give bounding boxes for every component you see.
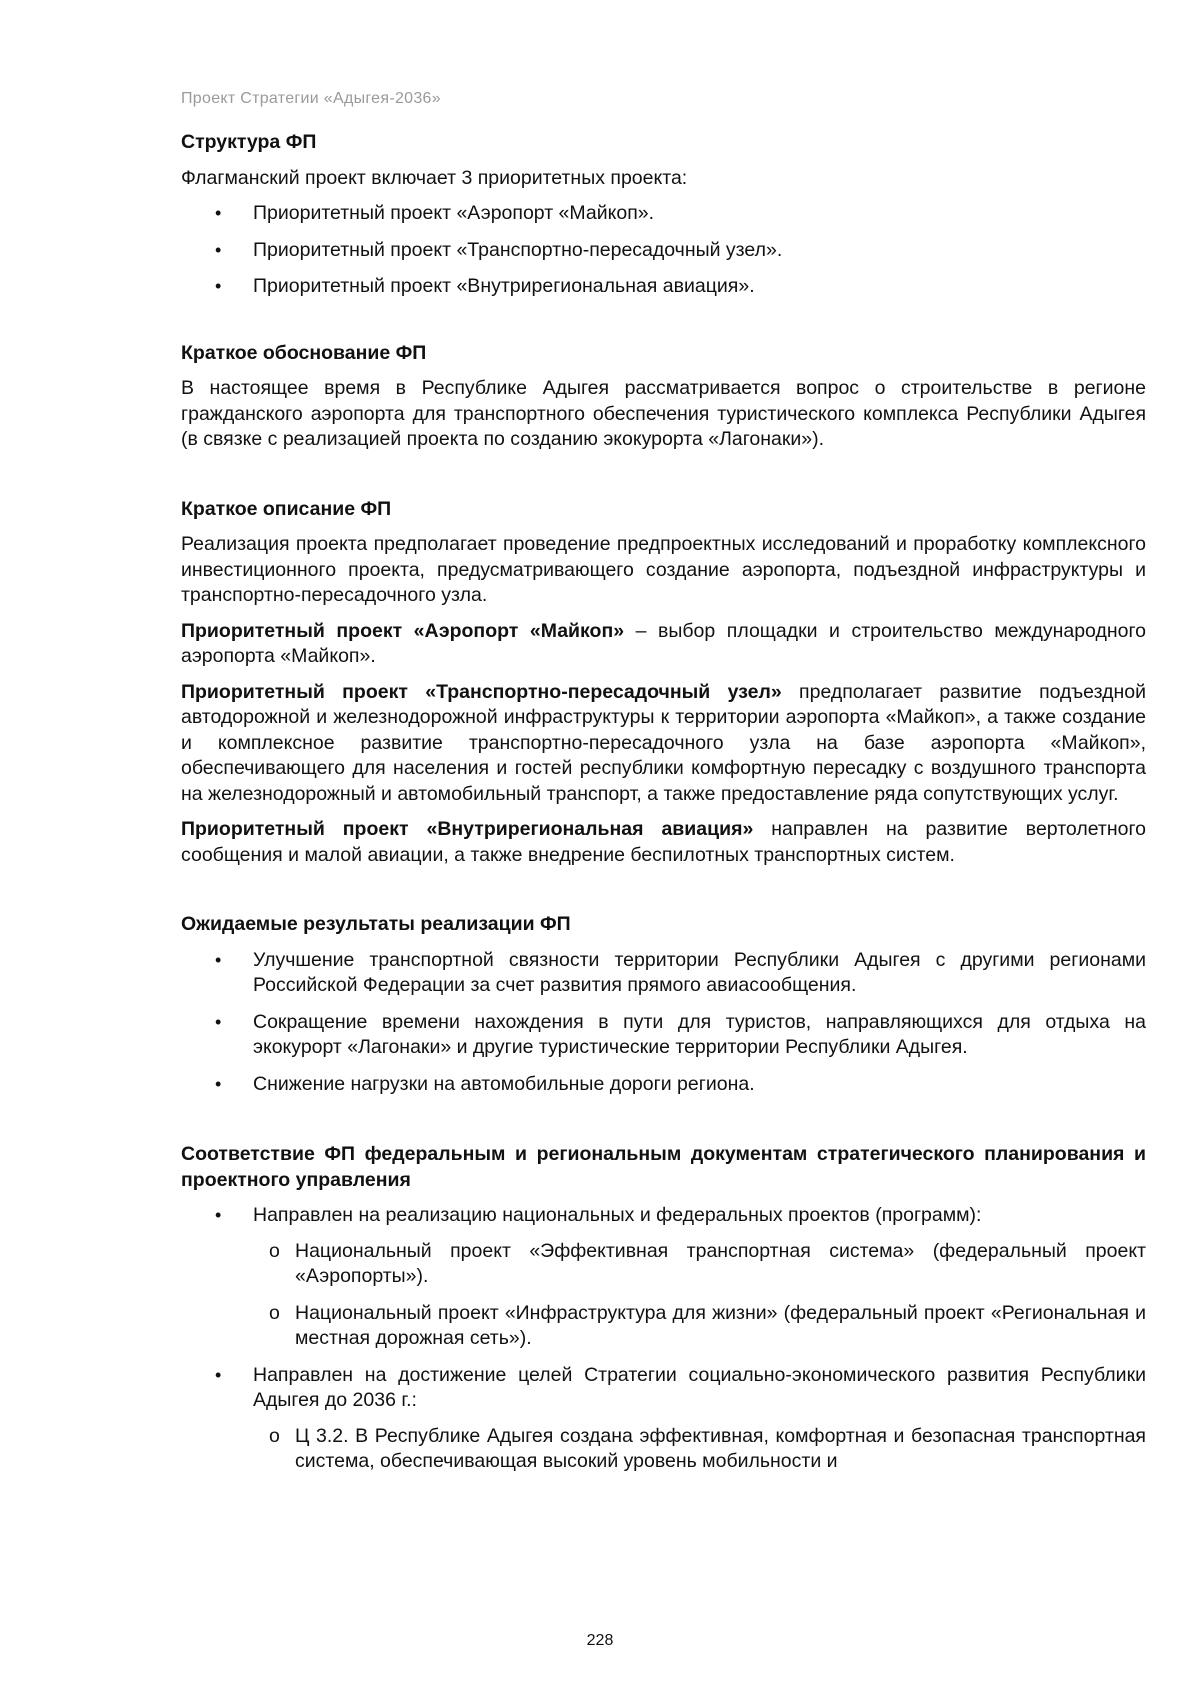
list-item: • Приоритетный проект «Аэропорт «Майкоп».	[181, 201, 1146, 227]
justification-heading: Краткое обоснование ФП	[181, 341, 427, 364]
project-text: предполагает развитие подъездной автодорожной и железнодорожной инфраструктуры к территории аэропорта «Майкоп», а также создание и комплексное развитие транспортно-пересадочного узла на базе аэропорта «Майкоп», обеспечивающего для населения и гостей республики комфортную пересадку с воздушного транспорта на железнодорожный и автомобильный транспорт, а также предоставление ряда сопутствующих услуг.	[181, 680, 1146, 805]
project-text: – выбор площадки и строительство международного аэропорта «Майкоп».	[181, 619, 1146, 667]
results-list	[181, 948, 1146, 1098]
list-item: • Приоритетный проект «Транспортно-пересадочный узел».	[181, 238, 1146, 264]
compliance-list	[181, 1203, 1146, 1475]
structure-intro: Флагманский проект включает 3 приоритетных проекта:	[181, 166, 688, 189]
results-section	[181, 912, 1146, 1097]
project-name: Приоритетный проект «Транспортно-пересадочный узел»	[181, 680, 782, 703]
structure-section	[181, 130, 1146, 300]
project-paragraph	[181, 680, 1146, 808]
list-item-text: Направлен на реализацию национальных и федеральных проектов (программ):	[253, 1204, 982, 1226]
list-item: • Снижение нагрузки на автомобильные дороги региона.	[181, 1072, 1146, 1098]
structure-list	[181, 201, 1146, 300]
list-item-text: Направлен на достижение целей Стратегии социально-экономического развития Республики Адыгея до 2036 г.:	[253, 1363, 1146, 1411]
description-section	[181, 497, 1146, 869]
project-text: направлен на развитие вертолетного сообщения и малой авиации, а также внедрение беспилотных транспортных систем.	[181, 818, 1146, 866]
justification-section	[181, 341, 1146, 453]
sub-list-item: o Национальный проект «Инфраструктура для жизни» (федеральный проект «Региональная и местная дорожная сеть»).	[253, 1301, 1146, 1352]
sub-list-item: o Национальный проект «Эффективная транспортная система» (федеральный проект «Аэропорты»).	[253, 1239, 1146, 1290]
compliance-section	[181, 1142, 1146, 1475]
list-item	[181, 1203, 1146, 1352]
list-item: • Сокращение времени нахождения в пути для туристов, направляющихся для отдыха на экокурорт «Лагонаки» и другие туристические территории Республики Адыгея.	[181, 1010, 1146, 1061]
list-item	[181, 1363, 1146, 1475]
description-text: Реализация проекта предполагает проведение предпроектных исследований и проработку комплексного инвестиционного проекта, предусматривающего создание аэропорта, подъездной инфраструктуры и транспортно-пересадочного узла.	[181, 533, 1146, 606]
structure-heading: Структура ФП	[181, 131, 317, 153]
justification-text: В настоящее время в Республике Адыгея рассматривается вопрос о строительстве в регионе гражданского аэропорта для транспортного обеспечения туристического комплекса Республики Адыгея (в связке с реализацией проекта по созданию экокурорта «Лагонаки»).	[181, 377, 1146, 450]
compliance-heading: Соответствие ФП федеральным и региональным документам стратегического планирования и проектного управления	[181, 1143, 1146, 1191]
results-heading: Ожидаемые результаты реализации ФП	[181, 913, 571, 935]
project-paragraph	[181, 619, 1146, 670]
running-header: Проект Стратегии «Адыгея-2036»	[181, 90, 441, 107]
sub-list	[253, 1424, 1146, 1475]
sub-list-item: o Ц 3.2. В Республике Адыгея создана эффективная, комфортная и безопасная транспортная система, обеспечивающая высокий уровень мобильности и	[253, 1424, 1146, 1475]
project-name: Приоритетный проект «Аэропорт «Майкоп»	[181, 619, 625, 642]
document-content	[181, 130, 1146, 1486]
list-item: • Улучшение транспортной связности территории Республики Адыгея с другими регионами Российской Федерации за счет развития прямого авиасообщения.	[181, 948, 1146, 999]
description-heading: Краткое описание ФП	[181, 497, 392, 520]
project-paragraph	[181, 817, 1146, 868]
project-name: Приоритетный проект «Внутрирегиональная авиация»	[181, 818, 754, 840]
list-item: • Приоритетный проект «Внутрирегиональная авиация».	[181, 274, 1146, 300]
page-number: 228	[586, 1632, 614, 1649]
sub-list	[253, 1239, 1146, 1352]
